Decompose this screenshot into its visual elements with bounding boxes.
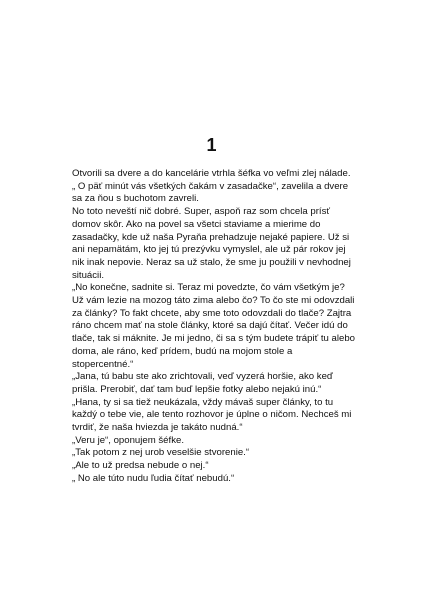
paragraph: „Veru je“, oponujem šéfke. — [72, 434, 184, 446]
paragraph: „Hana, ty si sa tiež neukázala, vždy mávaš super články, to tu každý o tebe vie, ale tento rozhovor je úplne o ničom. Nechceš mi tvrdiť, že naša hviezda je takáto nudná.“ — [72, 396, 352, 434]
paragraph: „Jana, tú babu ste ako zrichtovali, veď vyzerá horšie, ako keď prišla. Prerobiť, dať tam buď lepšie fotky alebo nejakú inú.“ — [72, 371, 333, 395]
paragraph: „ O päť minút vás všetkých čakám v zasadačke“, zavelila a dvere sa za ňou s buchotom zavreli. — [72, 180, 349, 205]
chapter-number: 1 — [206, 135, 217, 155]
paragraph: „Ale to už predsa nebude o nej.“ — [72, 460, 209, 472]
paragraph: „No konečne, sadnite si. Teraz mi povedzte, čo vám všetkým je? Už vám lezie na mozog táto zima alebo čo? To čo ste mi odovzdali za články? To fakt chcete, aby sme toto odovzdali do tlače? Zajtra ráno chcem mať na stole články, ktoré sa dajú čítať. Večer idú do tlače, tak si máknite. Je mi jedno, či sa s tým budete trápiť tu alebo doma, ale ráno, keď prídem, budú na mojom stole a stopercentné.“ — [72, 282, 356, 370]
paragraph: Otvorili sa dvere a do kancelárie vtrhla šéfka vo veľmi zlej nálade. — [72, 168, 351, 179]
paragraph: „ No ale túto nudu ľudia čítať nebudú.“ — [72, 472, 235, 484]
paragraph: „Tak potom z nej urob veselšie stvorenie.“ — [72, 447, 250, 459]
paragraph: No toto neveští nič dobré. Super, aspoň raz som chcela prísť domov skôr. Ako na povel sa všetci staviame a mierime do zasadačky, kde už naša Pyraňa prehadzuje nejaké papiere. Už si ani nepamätám, kto jej tú prezývku vymyslel, ale už pár rokov jej nik inak nepovie. Neraz sa už stalo, že sme ju použili v nevhodnej situácii. — [72, 206, 351, 281]
chapter-body — [72, 168, 356, 486]
